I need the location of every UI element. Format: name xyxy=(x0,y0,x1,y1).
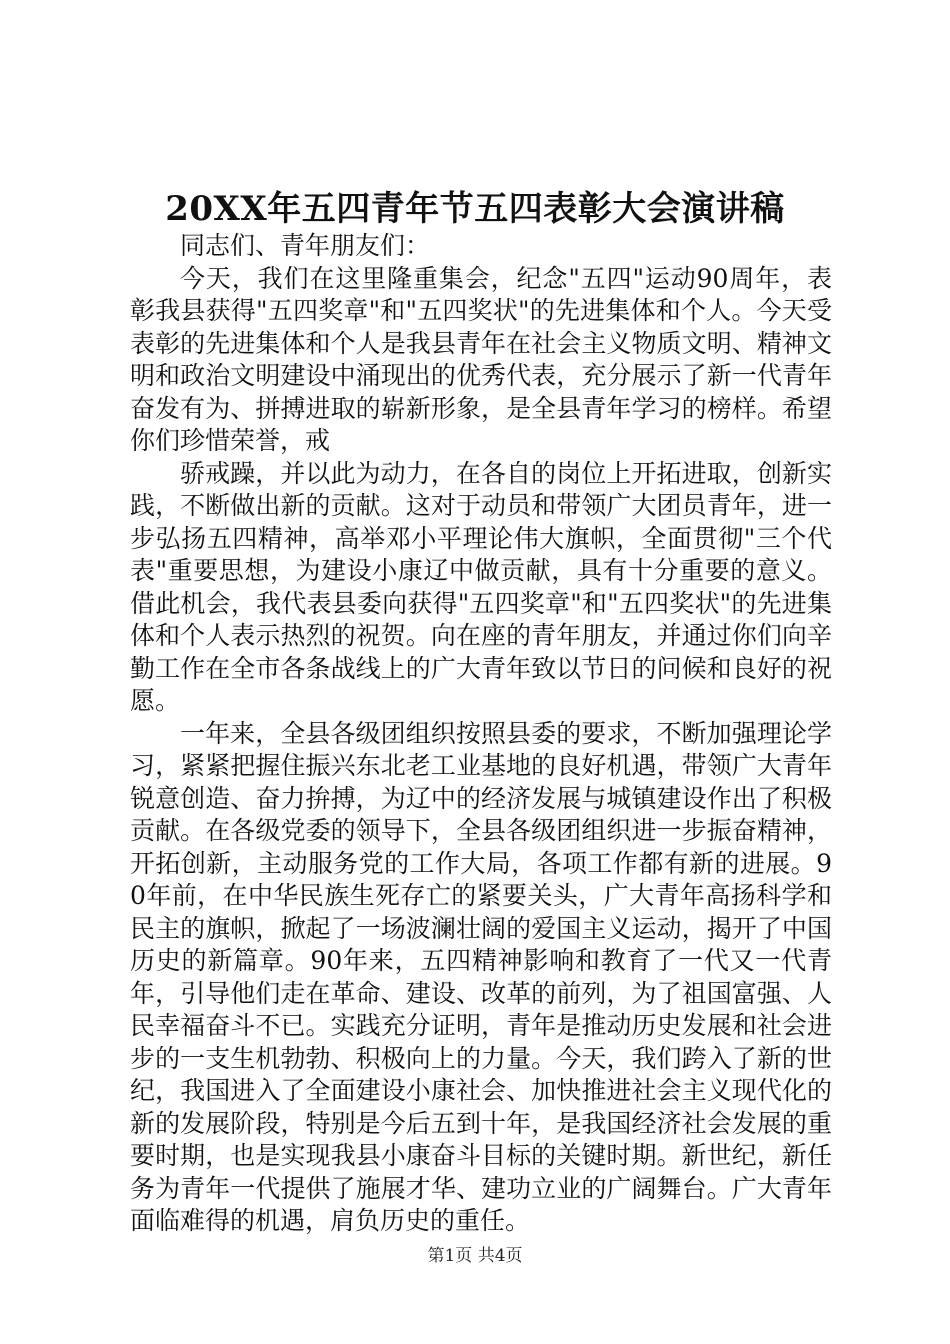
paragraph-3: 一年来，全县各级团组织按照县委的要求，不断加强理论学习，紧紧把握住振兴东北老工业基地的良好机遇，带领广大青年锐意创造、奋力拚搏，为辽中的经济发展与城镇建设作出了积极贡献。在各级党委的领导下，全县各级团组织进一步振奋精神，开拓创新，主动服务党的工作大局，各项工作都有新的进展。90年前，在中华民族生死存亡的紧要关头，广大青年高扬科学和民主的旗帜，掀起了一场波澜壮阔的爱国主义运动，揭开了中国历史的新篇章。90年来，五四精神影响和教育了一代又一代青年，引导他们走在革命、建设、改革的前列，为了祖国富强、人民幸福奋斗不已。实践充分证明，青年是推动历史发展和社会进步的一支生机勃勃、积极向上的力量。今天，我们跨入了新的世纪，我国进入了全面建设小康社会、加快推进社会主义现代化的新的发展阶段，特别是今后五到十年，是我国经济社会发展的重要时期，也是实现我县小康奋斗目标的关键时期。新世纪，新任务为青年一代提供了施展才华、建功立业的广阔舞台。广大青年面临难得的机遇，肩负历史的重任。 xyxy=(130,718,832,1235)
paragraph-2: 骄戒躁，并以此为动力，在各自的岗位上开拓进取，创新实践，不断做出新的贡献。这对于动员和带领广大团员青年，进一步弘扬五四精神，高举邓小平理论伟大旗帜，全面贯彻"三个代表"重要思想，为建设小康辽中做贡献，具有十分重要的意义。借此机会，我代表县委向获得"五四奖章"和"五四奖状"的先进集体和个人表示热烈的祝贺。向在座的青年朋友，并通过你们向辛勤工作在全市各条战线上的广大青年致以节日的问候和良好的祝愿。 xyxy=(130,458,832,715)
paragraph-1: 今天，我们在这里隆重集会，纪念"五四"运动90周年，表彰我县获得"五四奖章"和"五四奖状"的先进集体和个人。今天受表彰的先进集体和个人是我县青年在社会主义物质文明、精神文明和政治文明建设中涌现出的优秀代表，充分展示了新一代青年奋发有为、拼搏进取的崭新形象，是全县青年学习的榜样。希望你们珍惜荣誉，戒 xyxy=(130,263,832,455)
document-body xyxy=(130,230,832,1238)
salutation: 同志们、青年朋友们： xyxy=(180,231,431,260)
page-footer xyxy=(0,1244,950,1268)
document-title: 20XX年五四青年节五四表彰大会演讲稿 xyxy=(165,189,785,229)
page-indicator: 第1页 共4页 xyxy=(427,1246,523,1266)
